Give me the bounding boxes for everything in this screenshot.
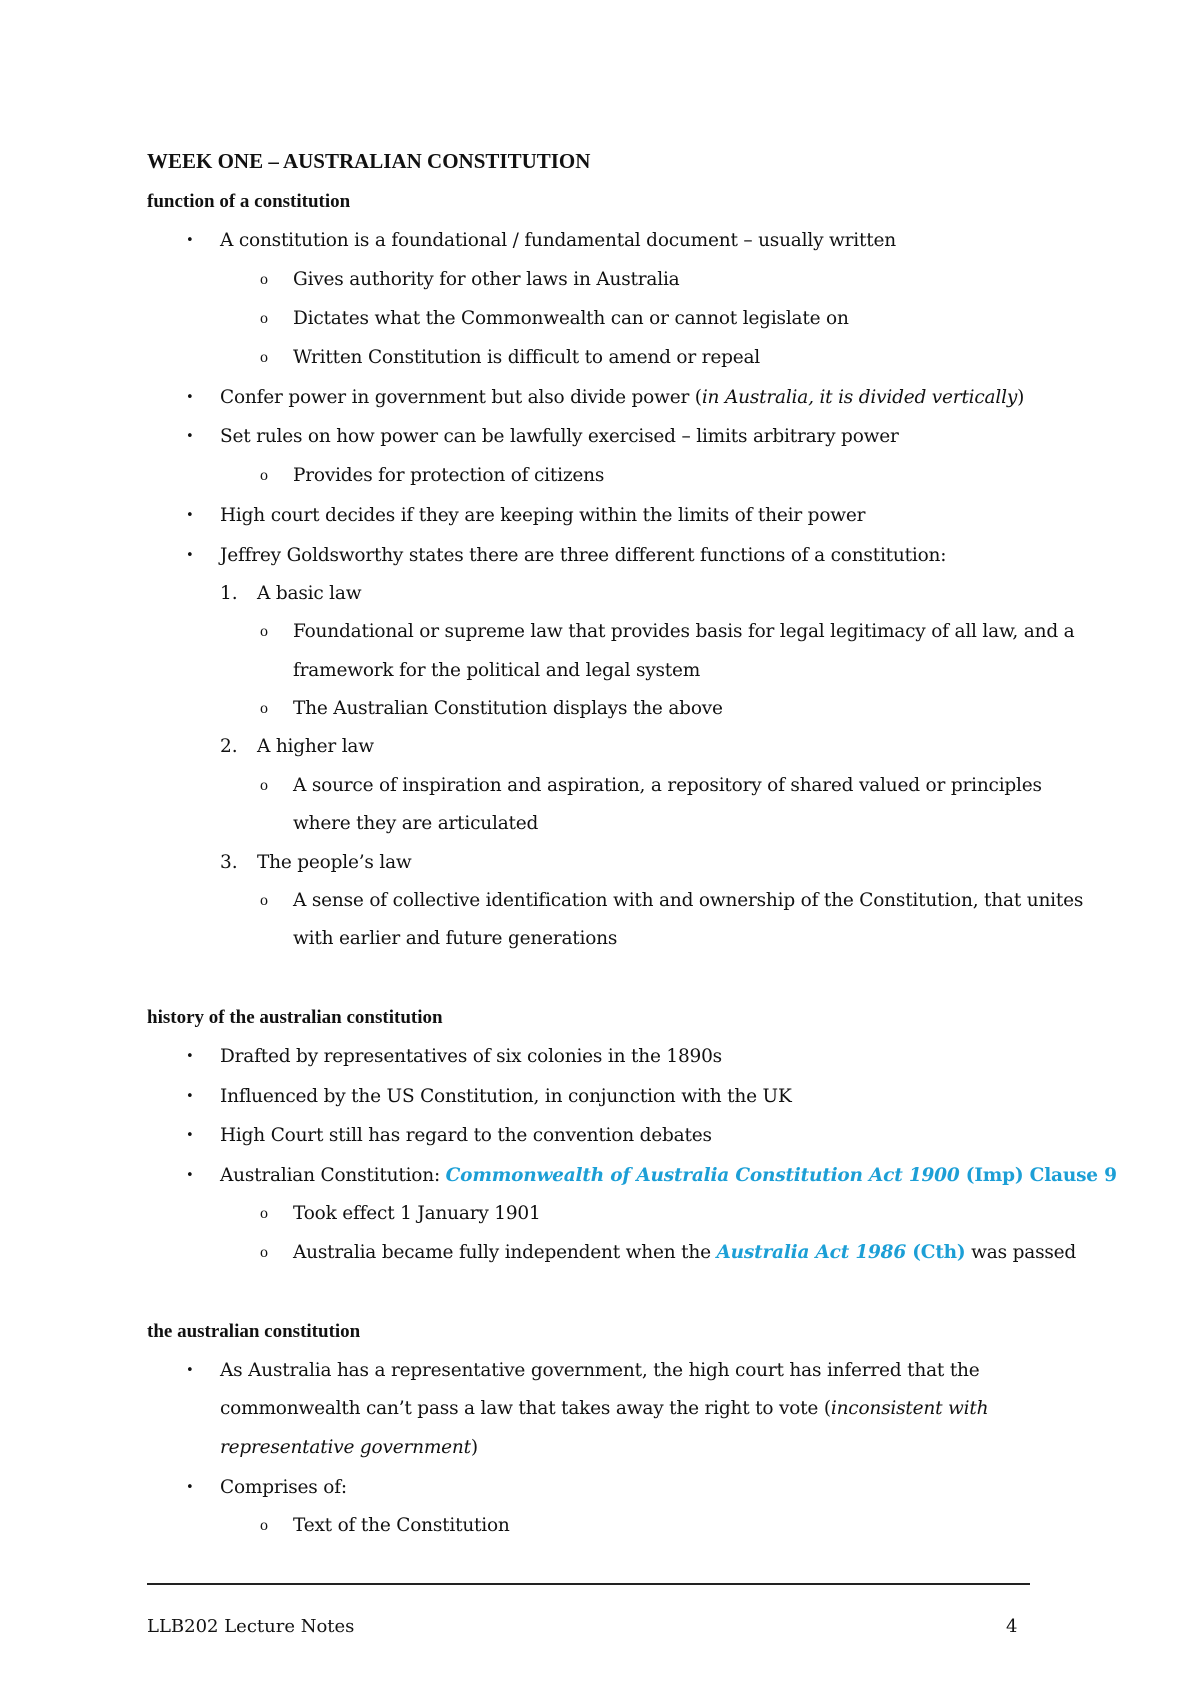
- bullet-marker: •: [186, 1128, 194, 1143]
- bullet-marker: •: [186, 1480, 194, 1495]
- list-item: Jeffrey Goldsworthy states there are three different functions of a constitution:: [220, 545, 947, 566]
- sub-list-item-continued: with earlier and future generations: [293, 928, 618, 949]
- list-item: A constitution is a foundational / fundamental document – usually written: [220, 230, 896, 251]
- sub-bullet-marker: o: [260, 467, 268, 484]
- list-item: Influenced by the US Constitution, in conjunction with the UK: [220, 1086, 792, 1107]
- sub-list-item: Gives authority for other laws in Australia: [293, 269, 680, 290]
- list-item: Comprises of:: [220, 1477, 347, 1498]
- sub-bullet-marker: o: [260, 777, 268, 794]
- list-item: High Court still has regard to the convention debates: [220, 1125, 712, 1146]
- list-number: 3.: [220, 852, 238, 873]
- bullet-marker: •: [186, 429, 194, 444]
- sub-list-item: Dictates what the Commonwealth can or cannot legislate on: [293, 308, 849, 329]
- sub-bullet-marker: o: [260, 271, 268, 288]
- list-number: 1.: [220, 583, 238, 604]
- bullet-marker: •: [186, 1049, 194, 1064]
- sub-bullet-marker: o: [260, 700, 268, 717]
- section-heading-constitution: the australian constitution: [147, 1321, 361, 1342]
- list-item: High court decides if they are keeping within the limits of their power: [220, 505, 866, 526]
- section-heading-function: function of a constitution: [147, 191, 351, 212]
- list-item: Australian Constitution: Commonwealth of Australia Constitution Act 1900 (Imp) Clause 9: [220, 1165, 1117, 1186]
- sub-list-item: Took effect 1 January 1901: [293, 1203, 541, 1224]
- list-item-continued: commonwealth can’t pass a law that takes away the right to vote (inconsistent with: [220, 1398, 989, 1419]
- sub-list-item: Provides for protection of citizens: [293, 465, 605, 486]
- bullet-marker: •: [186, 390, 194, 405]
- sub-bullet-marker: o: [260, 1244, 268, 1261]
- section-heading-history: history of the australian constitution: [147, 1007, 443, 1028]
- bullet-marker: •: [186, 1363, 194, 1378]
- sub-bullet-marker: o: [260, 310, 268, 327]
- bullet-marker: •: [186, 1168, 194, 1183]
- footer-title: LLB202 Lecture Notes: [147, 1616, 355, 1637]
- sub-bullet-marker: o: [260, 623, 268, 640]
- numbered-item: The people’s law: [257, 852, 412, 873]
- list-item: Confer power in government but also divide power (in Australia, it is divided vertically): [220, 387, 1025, 408]
- sub-bullet-marker: o: [260, 349, 268, 366]
- sub-list-item-continued: where they are articulated: [293, 813, 539, 834]
- sub-list-item: Foundational or supreme law that provides basis for legal legitimacy of all law, and a: [293, 621, 1075, 642]
- numbered-item: A higher law: [257, 736, 374, 757]
- case-citation: Commonwealth of Australia Constitution Act 1900: [445, 1165, 960, 1186]
- act-citation: Australia Act 1986: [716, 1242, 907, 1263]
- list-item: As Australia has a representative government, the high court has inferred that the: [220, 1360, 980, 1381]
- bullet-marker: •: [186, 548, 194, 563]
- sub-list-item: A sense of collective identification with and ownership of the Constitution, that unites: [293, 890, 1084, 911]
- sub-list-item: Written Constitution is difficult to amend or repeal: [293, 347, 761, 368]
- footer-divider: [147, 1583, 1030, 1585]
- bullet-marker: •: [186, 1089, 194, 1104]
- sub-list-item-continued: framework for the political and legal system: [293, 660, 701, 681]
- list-item: Set rules on how power can be lawfully exercised – limits arbitrary power: [220, 426, 899, 447]
- page-number: 4: [1006, 1616, 1018, 1637]
- list-item: Drafted by representatives of six colonies in the 1890s: [220, 1046, 722, 1067]
- sub-list-item: Australia became fully independent when the Australia Act 1986 (Cth) was passed: [293, 1242, 1077, 1263]
- sub-bullet-marker: o: [260, 892, 268, 909]
- sub-bullet-marker: o: [260, 1517, 268, 1534]
- bullet-marker: •: [186, 233, 194, 248]
- numbered-item: A basic law: [257, 583, 362, 604]
- sub-list-item: A source of inspiration and aspiration, a repository of shared valued or principles: [293, 775, 1042, 796]
- sub-list-item: The Australian Constitution displays the above: [293, 698, 723, 719]
- page-title: WEEK ONE – AUSTRALIAN CONSTITUTION: [147, 149, 591, 173]
- sub-bullet-marker: o: [260, 1205, 268, 1222]
- list-item-continued: representative government): [220, 1437, 478, 1458]
- sub-list-item: Text of the Constitution: [293, 1515, 510, 1536]
- list-number: 2.: [220, 736, 238, 757]
- bullet-marker: •: [186, 508, 194, 523]
